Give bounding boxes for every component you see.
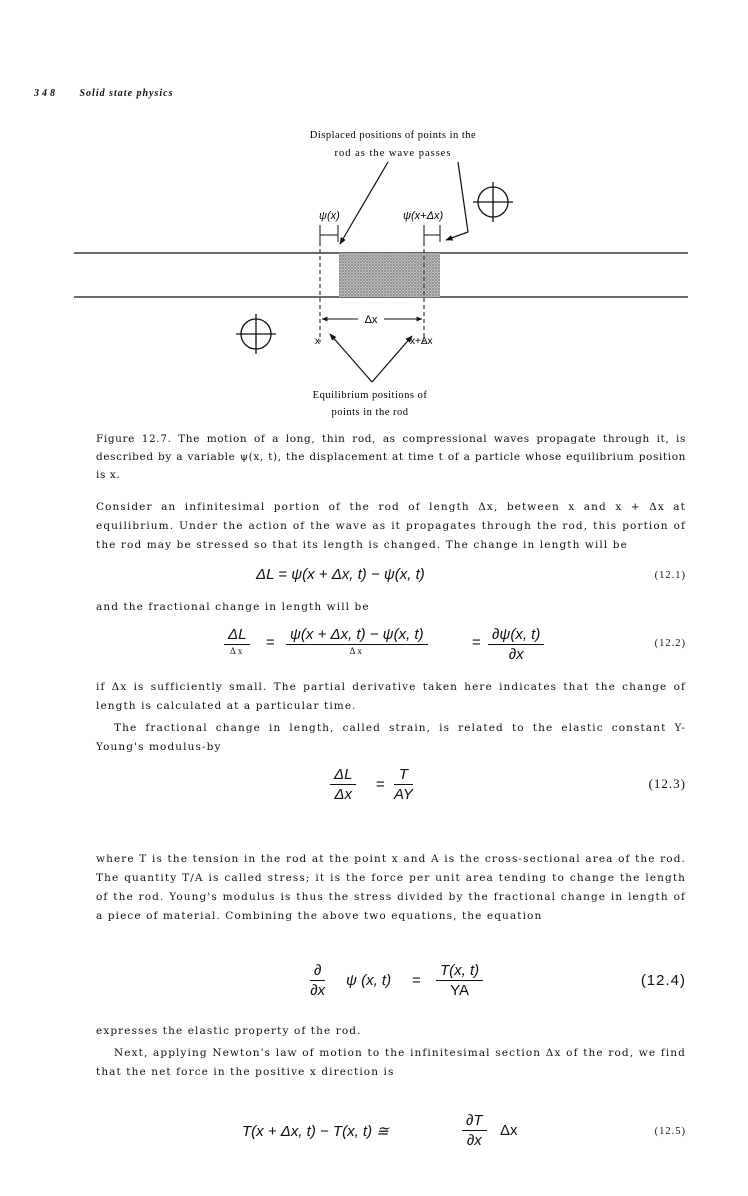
- eq5-op-num: ∂T: [462, 1112, 487, 1131]
- eq5-tail: Δx: [500, 1122, 518, 1139]
- eq3-lhs-fraction: [330, 766, 356, 803]
- label-x: x: [315, 336, 320, 347]
- eq3-rhs-fraction: [394, 766, 413, 803]
- figure-label-top-2: rod as the wave passes: [334, 148, 452, 159]
- equation-12-3: [96, 766, 686, 812]
- pointer-line-bottom-left: [330, 334, 372, 382]
- running-header: [34, 88, 174, 99]
- displaced-rod-segment: [339, 253, 440, 297]
- eq5-operator-fraction: [462, 1112, 487, 1149]
- paragraph-6: expresses the elastic property of the rod.: [96, 1025, 362, 1037]
- figure-label-top-1: Displaced positions of points in the: [309, 130, 477, 141]
- figure-12-7: [0, 120, 748, 425]
- eq3-lhs-den: Δx: [334, 786, 352, 803]
- eq4-op-num: ∂: [310, 962, 325, 981]
- figure-label-bottom-1: Equilibrium positions of: [312, 390, 428, 401]
- eq2-lhs-fraction: [224, 626, 250, 656]
- figure-caption: Figure 12.7. The motion of a long, thin rod, as compressional waves propagate through it, is described by a variable ψ(x, t), the displacement at time t of a particle whose equilibrium position is x.: [96, 433, 686, 481]
- equation-12-5: [96, 1112, 686, 1158]
- eq2-mid-den: Δx: [349, 646, 364, 656]
- eq2-equals: =: [266, 634, 275, 651]
- eq2-mid-fraction: [286, 626, 428, 656]
- equation-number-12-3: (12.3): [648, 776, 686, 791]
- eq4-body: ψ (x, t): [346, 972, 392, 989]
- equation-12-1-body: ΔL = ψ(x + Δx, t) − ψ(x, t): [256, 566, 425, 583]
- pointer-line-left: [340, 162, 388, 244]
- eq4-operator-fraction: [310, 962, 325, 999]
- label-x-plus-dx: x+Δx: [410, 336, 433, 347]
- page-number: 348: [34, 88, 58, 99]
- eq2-mid-num: ψ(x + Δx, t) − ψ(x, t): [286, 626, 428, 645]
- paragraph-4: The fractional change in length, called strain, is related to the elastic constant Y-Young's modulus-by: [96, 722, 686, 753]
- paragraph-2: and the fractional change in length will be: [96, 601, 370, 613]
- eq2-rhs-num: ∂ψ(x, t): [488, 626, 544, 645]
- paragraph-7: Next, applying Newton's law of motion to the infinitesimal section Δx of the rod, we find that the net force in the positive x direction is: [96, 1047, 686, 1078]
- eq3-rhs-num: T: [394, 766, 413, 785]
- eq2-lhs-den: Δx: [230, 646, 245, 656]
- eq5-op-den: ∂x: [466, 1132, 482, 1149]
- eq2-lhs-num: ΔL: [224, 626, 250, 645]
- eq2-rhs-fraction: [488, 626, 544, 663]
- equation-number-12-2: (12.2): [654, 638, 686, 649]
- eq3-rhs-den: AY: [394, 786, 413, 803]
- eq2-equals-2: =: [472, 634, 481, 651]
- label-psi-x: ψ(x): [319, 210, 340, 222]
- eq4-op-den: ∂x: [310, 982, 326, 999]
- equation-number-12-1: (12.1): [654, 570, 686, 581]
- pointer-line-bottom-right: [372, 336, 412, 382]
- eq4-rhs-fraction: [436, 962, 483, 999]
- crosshair-icon-bottom: [236, 314, 276, 354]
- eq3-equals: =: [376, 776, 385, 793]
- label-psi-x-dx: ψ(x+Δx): [403, 210, 444, 222]
- pointer-line-right-2: [446, 232, 468, 240]
- paragraph-1: Consider an infinitesimal portion of the rod of length Δx, between x and x + Δx at equilibrium. Under the action of the wave as it propagates through the rod, this portion of the rod may be stressed so that its length is changed. The change in length will be: [96, 501, 686, 551]
- equation-12-4: [96, 962, 686, 1008]
- paragraph-3: if Δx is sufficiently small. The partial derivative taken here indicates that the change of length is calculated at a particular time.: [96, 681, 686, 712]
- label-delta-x: Δx: [364, 314, 378, 326]
- eq4-equals: =: [412, 972, 421, 989]
- eq2-rhs-den: ∂x: [508, 646, 524, 663]
- eq3-lhs-num: ΔL: [330, 766, 356, 785]
- eq5-lhs: T(x + Δx, t) − T(x, t) ≅: [242, 1123, 389, 1140]
- eq4-rhs-num: T(x, t): [436, 962, 483, 981]
- equation-number-12-4: (12.4): [640, 972, 686, 989]
- equation-number-12-5: (12.5): [654, 1126, 686, 1137]
- equation-12-2: [96, 626, 686, 672]
- paragraph-5: where T is the tension in the rod at the point x and A is the cross-sectional area of the rod. The quantity T/A is called stress; it is the force per unit area tending to change the length of the rod. Young's modulus is thus the stress divided by the fractional change in length of a piece of material. Combining the above two equations, the equation: [96, 853, 686, 922]
- eq4-rhs-den: YA: [450, 982, 470, 999]
- pointer-line-right: [458, 162, 468, 232]
- figure-label-bottom-2: points in the rod: [331, 407, 409, 418]
- running-title: Solid state physics: [79, 88, 174, 99]
- crosshair-icon-top: [473, 182, 513, 222]
